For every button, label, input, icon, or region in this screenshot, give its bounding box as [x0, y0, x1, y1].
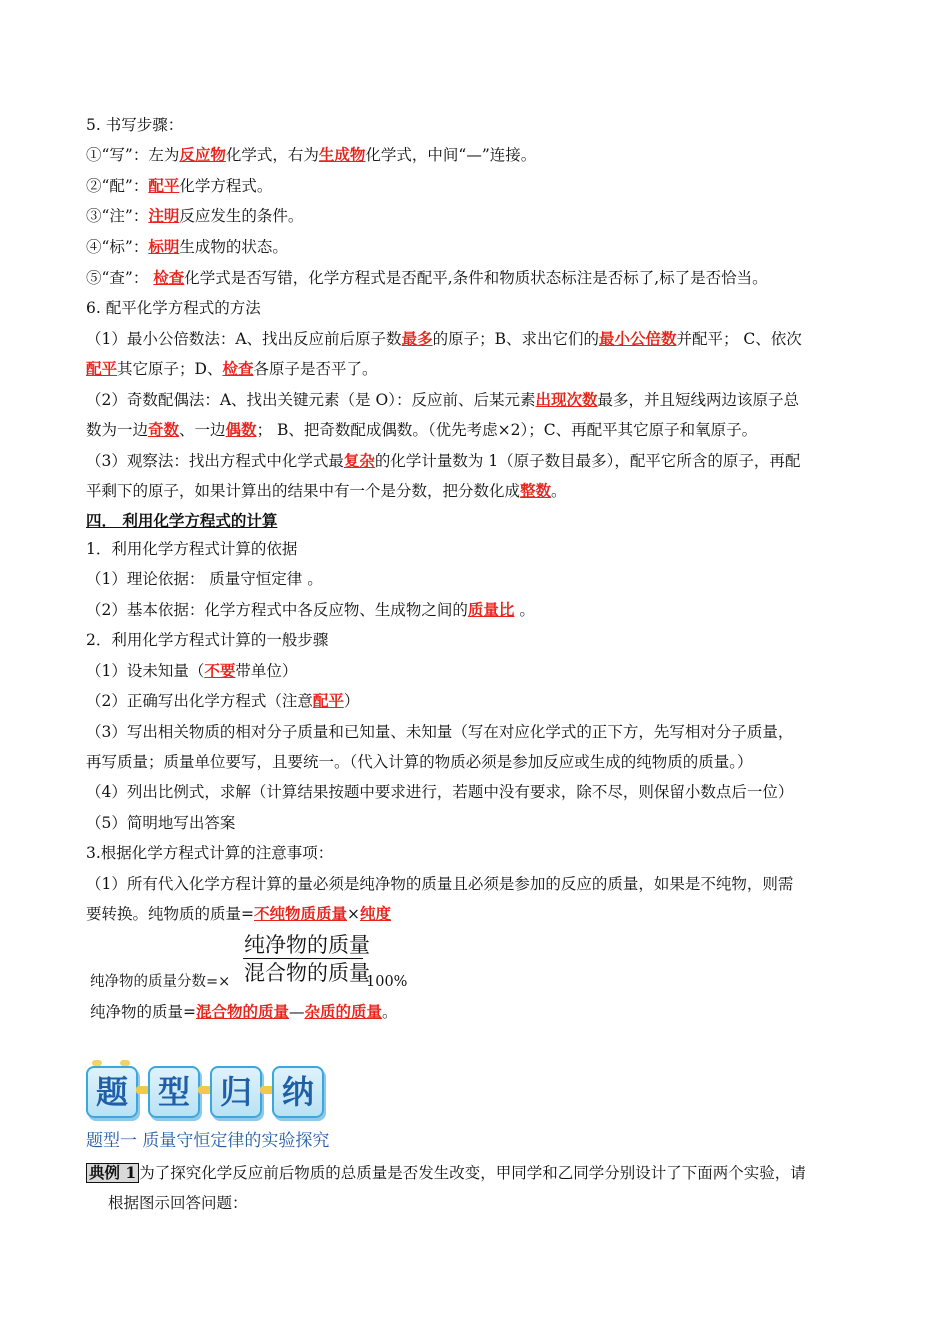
- fraction-bar: [243, 958, 363, 959]
- steps-heading: 5. 书写步骤：: [86, 116, 184, 134]
- step-write: ①“写”：左为反应物化学式，右为生成物化学式，中间“—”连接。: [86, 145, 537, 164]
- calc-note-1-line1: （1）所有代入化学方程计算的量必须是纯净物的质量且必须是参加的反应的质量，如果是不纯物，则需: [86, 875, 794, 893]
- fraction-prefix: 纯净物的质量分数=×: [90, 974, 231, 990]
- example-1-line2: 根据图示回答问题：: [108, 1194, 248, 1212]
- balance-method-2-line1: （2）奇数配偶法：A、找出关键元素（是 O）：反应前、后某元素出现次数最多，并且短线两边该原子总: [86, 390, 799, 409]
- banner-tile-4: 纳: [272, 1066, 324, 1118]
- pure-mass-formula: 纯净物的质量=混合物的质量—杂质的质量。: [90, 1002, 398, 1021]
- calc-step-3-line2: 再写质量；质量单位要写，且要统一。（代入计算的物质必须是参加反应或生成的纯物质的质量。）: [86, 753, 753, 771]
- calc-basis-basic: （2）基本依据：化学方程式中各反应物、生成物之间的质量比 。: [86, 600, 535, 619]
- calc-step-1: （1）设未知量（不要带单位）: [86, 661, 298, 680]
- step-balance: ②“配”：配平化学方程式。: [86, 176, 273, 195]
- calc-notes-heading: 3.根据化学方程式计算的注意事项：: [86, 844, 334, 862]
- balance-method-2-line2: 数为一边奇数、一边偶数； B、把奇数配成偶数。（优先考虑×2）；C、再配平其它原子和氧原子。: [86, 420, 758, 439]
- fraction-denominator: 混合物的质量: [244, 961, 370, 985]
- calc-step-3-line1: （3）写出相关物质的相对分子质量和已知量、未知量（写在对应化学式的正下方，先写相对分子质量，: [86, 723, 794, 741]
- calc-step-4: （4）列出比例式，求解（计算结果按题中要求进行，若题中没有要求，除不尽，则保留小数点后一位）: [86, 783, 794, 801]
- banner-tile-1: 题: [86, 1066, 138, 1118]
- step-note: ③“注”：注明反应发生的条件。: [86, 206, 304, 225]
- section-title: 题型一 质量守恒定律的实验探究: [86, 1131, 330, 1151]
- step-check: ⑤“查”： 检查化学式是否写错，化学方程式是否配平,条件和物质状态标注是否标了,标了是否恰当。: [86, 268, 768, 287]
- calc-basis-heading: 1．利用化学方程式计算的依据: [86, 540, 298, 558]
- balance-method-1-line2: 配平其它原子；D、检查各原子是否平了。: [86, 359, 378, 378]
- calc-step-2: （2）正确写出化学方程式（注意配平）: [86, 691, 360, 710]
- fraction-suffix: 100%: [366, 974, 408, 990]
- balance-method-3-line2: 平剩下的原子，如果计算出的结果中有一个是分数，把分数化成整数。: [86, 481, 567, 500]
- question-types-banner: [86, 1060, 326, 1120]
- fraction-numerator: 纯净物的质量: [244, 933, 370, 957]
- calc-step-5: （5）简明地写出答案: [86, 814, 236, 832]
- banner-tile-3: 归: [210, 1066, 262, 1118]
- balance-method-1-line1: （1）最小公倍数法：A、找出反应前后原子数最多的原子；B、求出它们的最小公倍数并配平； C、依次: [86, 329, 802, 348]
- example-1-line1: 典例 1 为了探究化学反应前后物质的总质量是否发生改变，甲同学和乙同学分别设计了下面两个实验，请: [86, 1163, 866, 1183]
- example-label: 典例 1: [86, 1163, 139, 1183]
- calc-basis-theory: （1）理论依据： 质量守恒定律 。: [86, 570, 323, 588]
- balance-method-3-line1: （3）观察法：找出方程式中化学式最复杂的化学计量数为 1（原子数目最多），配平它所含的原子，再配: [86, 451, 801, 470]
- calc-steps-heading: 2．利用化学方程式计算的一般步骤: [86, 631, 329, 649]
- calc-note-1-line2: 要转换。纯物质的质量=不纯物质质量×纯度: [86, 904, 392, 923]
- calc-heading: 四． 利用化学方程式的计算: [86, 511, 278, 530]
- step-mark: ④“标”：标明生成物的状态。: [86, 237, 288, 256]
- balance-heading: 6. 配平化学方程式的方法: [86, 299, 261, 317]
- banner-tile-2: 型: [148, 1066, 200, 1118]
